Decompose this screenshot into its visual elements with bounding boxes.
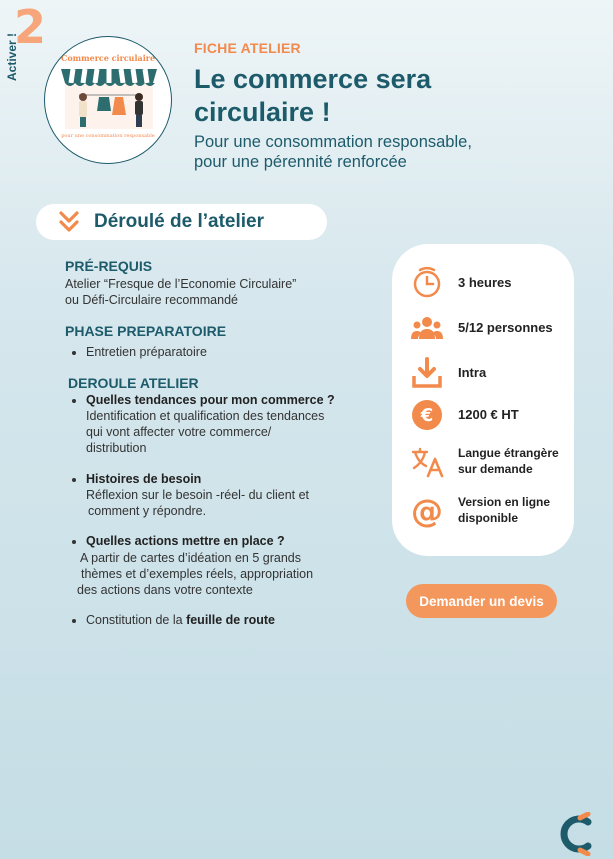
deroule-item-1-title: Quelles tendances pour mon commerce ?: [86, 392, 335, 407]
deroule-item-3-title: Quelles actions mettre en place ?: [86, 534, 285, 549]
section-heading: [36, 204, 327, 240]
deroule-item-3-line-3: des actions dans votre contexte: [77, 583, 253, 597]
language-line-2: sur demande: [458, 462, 533, 476]
subtitle-line-2: pour une pérennité renforcée: [194, 152, 407, 171]
info-online: [410, 494, 570, 528]
info-duration: [410, 266, 570, 300]
deroule-item-1-line-2: qui vont affecter votre commerce/: [86, 425, 272, 439]
deroule-item-1-line-3: distribution: [86, 441, 147, 456]
language-line-1: Langue étrangère: [458, 446, 559, 461]
title-line-2: circulaire !: [194, 96, 331, 127]
side-tag: [2, 0, 47, 94]
deroule-item-3: [65, 533, 385, 549]
prereq-line-1: Atelier “Fresque de l’Economie Circulaire”: [65, 277, 297, 291]
side-number: 2: [14, 0, 47, 54]
workshop-logo: [44, 36, 172, 164]
info-price: [410, 398, 570, 432]
svg-text:@: @: [411, 494, 443, 528]
clock-icon: [410, 266, 444, 300]
info-language: [410, 445, 570, 479]
deroule-item-1-line-1: Identification et qualification des tendances: [86, 408, 325, 423]
kicker: FICHE ATELIER: [194, 40, 301, 56]
shop-awning-illustration: [59, 67, 159, 131]
info-participants: [410, 311, 570, 345]
participants-text: 5/12 personnes: [458, 319, 553, 335]
at-sign-icon: [410, 494, 444, 528]
brand-logo-icon: [558, 812, 598, 856]
info-card: [392, 244, 574, 556]
deroule-item-2-line-2: comment y répondre.: [88, 504, 207, 518]
online-line-2: disponible: [458, 511, 518, 525]
workshop-content: [65, 258, 385, 629]
prereq-line-2: ou Défi-Circulaire recommandé: [65, 292, 238, 307]
deroule-item-4-bold: feuille de route: [186, 613, 275, 628]
deroule-heading: DEROULE ATELIER: [68, 374, 199, 391]
phase-heading: PHASE PREPARATOIRE: [65, 323, 227, 340]
online-text: [458, 495, 550, 526]
price-text: 1200 € HT: [458, 406, 519, 422]
subtitle-line-1: Pour une consommation responsable,: [194, 132, 472, 151]
group-icon: [410, 311, 444, 345]
request-quote-button[interactable]: Demander un devis: [406, 584, 557, 618]
deroule-item-2-desc: [65, 487, 385, 520]
section-heading-label: Déroulé de l’atelier: [94, 211, 265, 232]
deroule-item-2-line-1: Réflexion sur le besoin -réel- du client et: [86, 487, 310, 502]
side-label: Activer !: [5, 32, 20, 82]
info-format: [410, 356, 570, 390]
svg-text:€: €: [420, 405, 434, 426]
deroule-item-1: [65, 392, 385, 408]
page-title: [194, 63, 594, 129]
title-line-1: Le commerce sera: [194, 64, 432, 94]
header: [194, 40, 594, 172]
deroule-item-3-line-2: thèmes et d’exemples réels, appropriation: [81, 566, 314, 581]
online-line-1: Version en ligne: [458, 495, 551, 510]
deroule-item-3-desc: [65, 550, 385, 599]
deroule-item-1-desc: [65, 408, 385, 457]
phase-item: Entretien préparatoire: [65, 344, 385, 360]
double-chevron-down-icon: [58, 210, 80, 234]
logo-title: Commerce circulaire: [60, 53, 156, 63]
translate-icon: [410, 445, 444, 479]
prereq-heading: PRÉ-REQUIS: [65, 258, 153, 274]
format-text: Intra: [458, 364, 487, 380]
deroule-item-3-line-1: A partir de cartes d’idéation en 5 grands: [80, 550, 301, 565]
download-arrow-icon: [410, 356, 444, 390]
language-text: [458, 446, 559, 477]
deroule-item-2-title: Histoires de besoin: [86, 471, 202, 486]
duration-text: 3 heures: [458, 274, 512, 290]
page-subtitle: [194, 133, 594, 173]
logo-subtitle: pour une consommation responsable: [61, 133, 155, 139]
euro-icon: [410, 398, 444, 432]
deroule-item-4-text: Constitution de la: [86, 613, 187, 628]
deroule-item-2: [65, 471, 385, 487]
deroule-item-4: [65, 612, 385, 628]
